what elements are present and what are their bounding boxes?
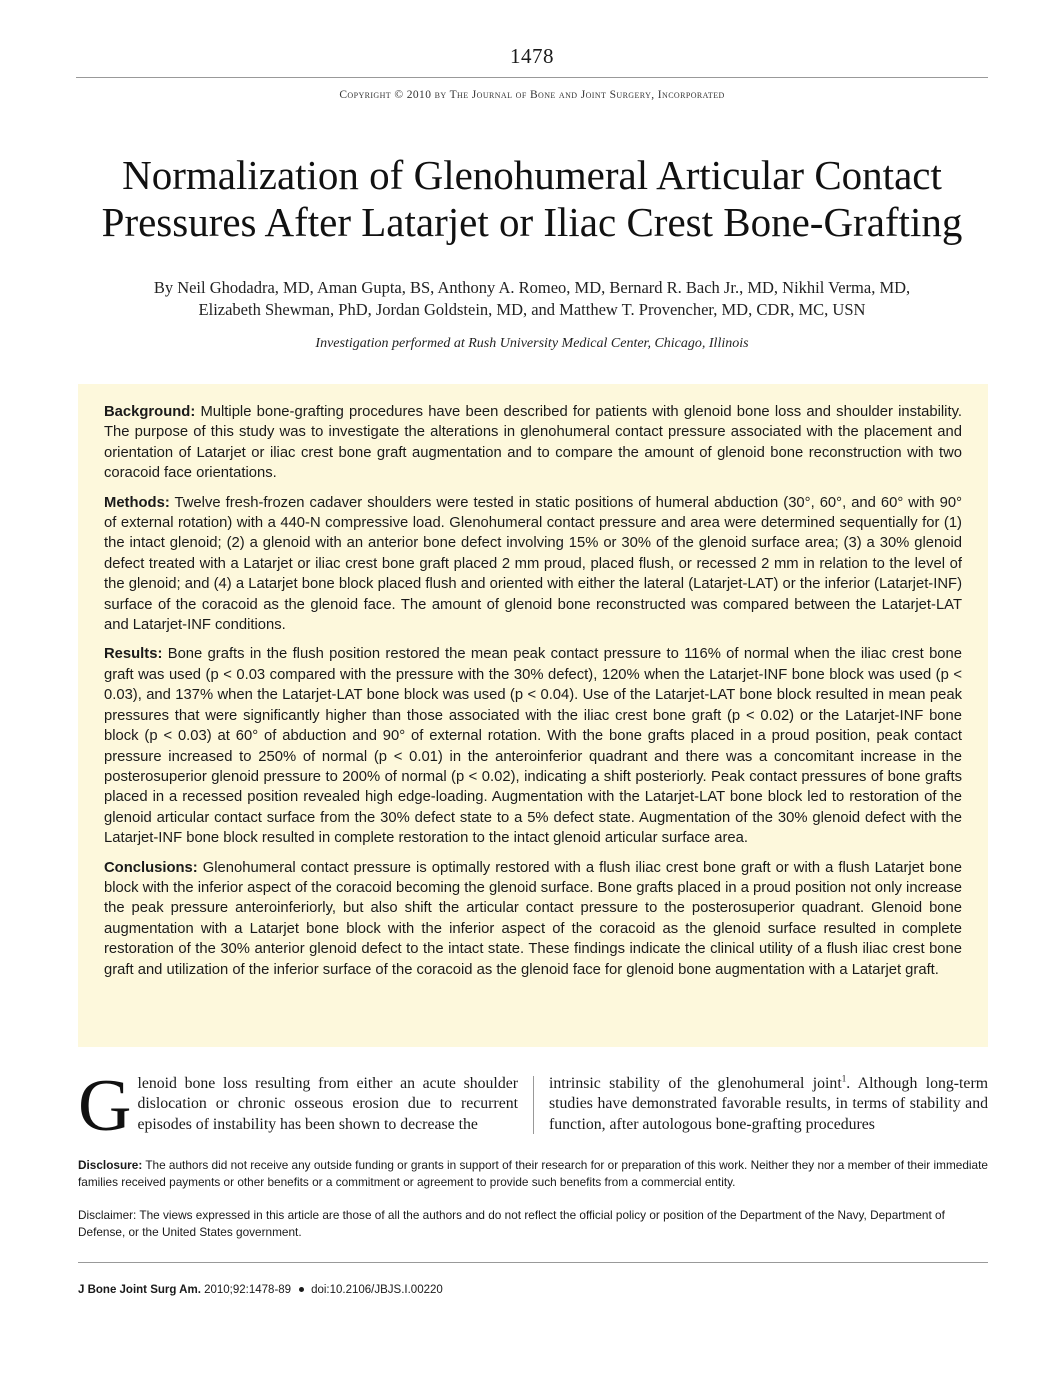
body-column-right: [549, 1074, 988, 1135]
body-right-text: intrinsic stability of the glenohumeral joint: [549, 1075, 842, 1092]
abstract-background: [104, 402, 962, 484]
abstract-methods: [104, 493, 962, 636]
abstract-box: [78, 384, 988, 1047]
body-left-text: lenoid bone loss resulting from either an acute shoulder dislocation or chronic osseous erosion due to recurrent episodes of instability has been shown to decrease the: [137, 1075, 518, 1133]
doi-link[interactable]: doi:10.2106/JBJS.I.00220: [311, 1284, 443, 1296]
volume-pages: 2010;92:1478-89: [204, 1284, 292, 1296]
article-title: Normalization of Glenohumeral Articular Contact Pressures After Latarjet or Iliac Crest Bone-Grafting: [101, 152, 963, 245]
reference-superscript[interactable]: 1: [841, 1073, 847, 1084]
institution-line: Investigation performed at Rush University Medical Center, Chicago, Illinois: [315, 336, 749, 351]
body-column-left: [78, 1065, 518, 1147]
footer-rule: [78, 1262, 988, 1263]
column-divider: [533, 1076, 534, 1134]
journal-name: J Bone Joint Surg Am.: [78, 1284, 201, 1296]
methods-heading: Methods:: [104, 494, 170, 511]
abstract-conclusions: [104, 858, 962, 980]
methods-text: Twelve fresh-frozen cadaver shoulders were tested in static positions of humeral abduction (30°, 60°, and 60° with 90° of external rotation) with a 440-N compressive load. Glenohumeral contact pressure and area were determined sequentially for (1) the intact glenoid; (2) a glenoid with an anterior bone defect involving 15% or 30% of the glenoid surface area; (3) a 30% glenoid defect treated with a Latarjet or iliac crest bone graft placed 2 mm proud, placed flush, or recessed 2 mm in relation to the level of the glenoid; and (4) a Latarjet bone block placed flush and oriented with either the lateral (Latarjet-LAT) or the inferior (Latarjet-INF) surface of the coracoid as the glenoid face. The amount of glenoid bone reconstructed was compared between the Latarjet-LAT and Latarjet-INF conditions.: [104, 494, 962, 634]
disclosure-note: [78, 1157, 988, 1190]
background-text: Multiple bone-grafting procedures have been described for patients with glenoid bone loss and shoulder instability. The purpose of this study was to investigate the alterations in glenohumeral contact pressure associated with the placement and orientation of Latarjet or iliac crest bone graft augmentation and to compare the amount of glenoid bone reconstruction with two coracoid face orientations.: [104, 404, 962, 482]
abstract-results: [104, 644, 962, 848]
background-heading: Background:: [104, 404, 196, 420]
results-text: Bone grafts in the flush position restored the mean peak contact pressure to 116% of normal when the iliac crest bone graft was used (p < 0.03 compared with the pressure with the 30% defect), 120% when the Latarjet-INF bone block was used (p < 0.03), and 137% when the Latarjet-LAT bone block was used (p < 0.04). Use of the Latarjet-LAT bone block resulted in mean peak pressures that were significantly higher than those associated with the iliac crest bone graft (p < 0.02) or the Latarjet-INF bone block (p < 0.03) at 60° of abduction and 90° of external rotation. With the bone grafts placed in a proud position, peak contact pressure increased to 250% of normal (p < 0.01) in the anteroinferior quadrant and there was a concomitant increase in the posterosuperior glenoid pressure to 200% of normal (p < 0.02), indicating a shift posteriorly. Peak contact pressures of bone grafts placed in a recessed position revealed high edge-loading. Augmentation with the Latarjet-LAT bone block led to restoration of the glenoid articular contact surface from the 30% defect state to a 5% defect state. Augmentation of the 30% glenoid defect with the Latarjet-INF bone block resulted in complete restoration to the intact glenoid articular surface area.: [104, 646, 962, 847]
disclosure-text: The authors did not receive any outside funding or grants in support of their research for or preparation of this work. Neither they nor a member of their immediate families received payments or other benefits or a commitment or agreement to provide such benefits from a commercial entity.: [78, 1158, 988, 1189]
body-text: [78, 1065, 988, 1147]
conclusions-heading: Conclusions:: [104, 859, 198, 876]
drop-cap: G: [78, 1065, 132, 1147]
author-list: [100, 277, 964, 321]
conclusions-text: Glenohumeral contact pressure is optimally restored with a flush iliac crest bone graft or with a flush Latarjet bone block with the inferior aspect of the coracoid becoming the glenoid surface. Bone grafts placed in a proud position not only increase the peak pressure anteroinferiorly, but also shift the articular contact pressure to the posterosuperior quadrant. Glenoid bone augmentation with a Latarjet bone block with the inferior aspect of the coracoid as the glenoid surface resulted in complete restoration of the 30% anterior glenoid defect to the intact state. These findings indicate the clinical utility of a flush iliac crest bone graft and utilization of the inferior surface of the coracoid as the glenoid face for glenoid bone augmentation with a Latarjet graft.: [104, 859, 962, 978]
citation-line: [78, 1284, 988, 1296]
disclaimer-note: Disclaimer: The views expressed in this article are those of all the authors and do not reflect the official policy or position of the Department of the Navy, Department of Defense, or the United States government.: [78, 1208, 945, 1239]
results-heading: Results:: [104, 646, 163, 663]
disclosure-heading: Disclosure:: [78, 1158, 143, 1172]
body-right-text-cont: . Although long-term studies have demonstrated favorable results, in terms of stability and function, after autologous bone-grafting procedures: [549, 1075, 988, 1133]
authors-line-1: By Neil Ghodadra, MD, Aman Gupta, BS, Anthony A. Romeo, MD, Bernard R. Bach Jr., MD, Nikhil Verma, MD,: [153, 278, 911, 297]
bullet-icon: [299, 1287, 304, 1292]
authors-line-2: Elizabeth Shewman, PhD, Jordan Goldstein, MD, and Matthew T. Provencher, MD, CDR, MC, USN: [198, 300, 866, 319]
header-rule: [76, 77, 988, 78]
copyright-line: Copyright © 2010 by The Journal of Bone and Joint Surgery, Incorporated: [339, 89, 725, 101]
page-number: 1478: [510, 44, 554, 68]
